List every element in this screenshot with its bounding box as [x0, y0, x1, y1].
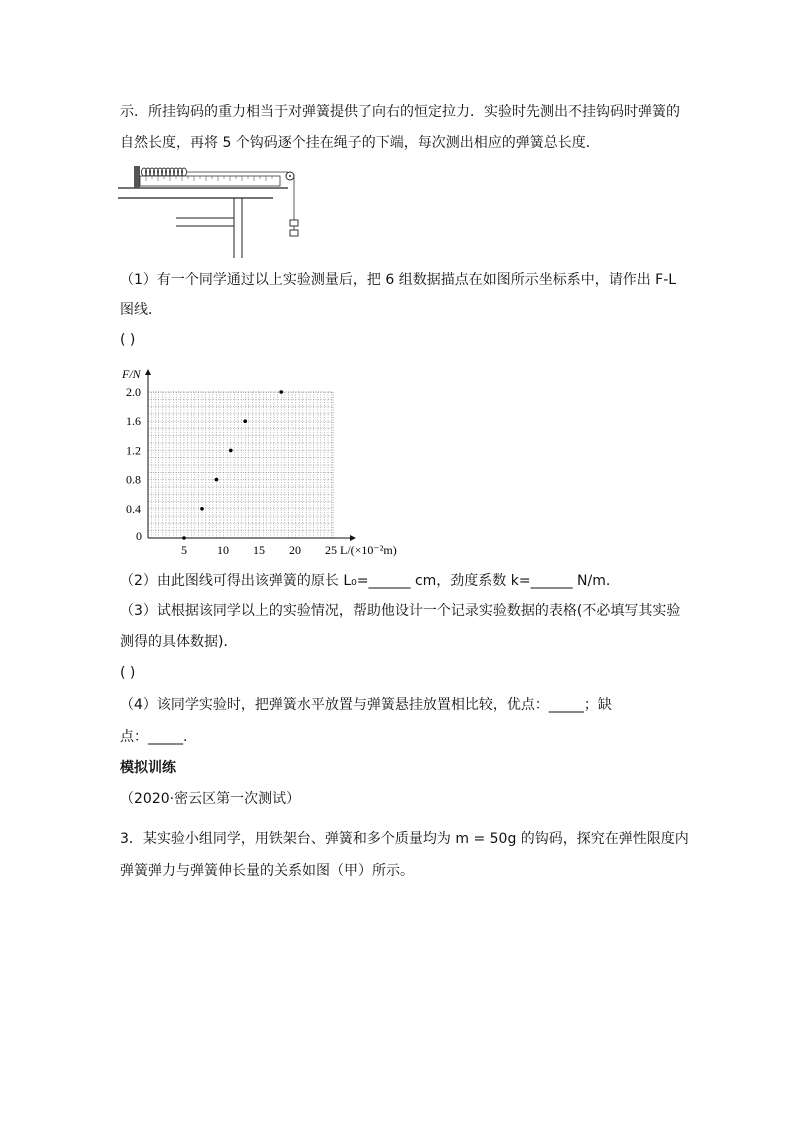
question-2: （2）由此图线可得出该弹簧的原长 L₀=______ cm，劲度系数 k=______ N/m. — [120, 573, 611, 589]
y-tick-label: 1.6 — [126, 414, 141, 429]
question-1-cont: 图线． — [120, 302, 162, 318]
question-4: （4）该同学实验时，把弹簧水平放置与弹簧悬挂放置相比较，优点：_____；缺 — [120, 697, 612, 713]
y-tick-label: 0.4 — [126, 501, 141, 516]
question-1: （1）有一个同学通过以上实验测量后，把 6 组数据描点在如图所示坐标系中，请作出 F-L — [120, 272, 677, 288]
data-point — [279, 390, 283, 394]
y-axis-label: F/N — [122, 367, 141, 381]
question-3: （3）试根据该同学以上的实验情况，帮助他设计一个记录实验数据的表格(不必填写其实验 — [120, 603, 681, 619]
f-l-graph — [110, 360, 400, 560]
problem-3-cont: 弹簧弹力与弹簧伸长量的关系如图（甲）所示。 — [120, 863, 414, 879]
question-3-cont: 测得的具体数据)． — [120, 634, 238, 650]
data-point — [243, 419, 247, 423]
x-tick-label: 10 — [217, 543, 229, 557]
source-label: （2020·密云区第一次测试） — [120, 791, 301, 807]
paragraph-line: 自然长度，再将 5 个钩码逐个挂在绳子的下端，每次测出相应的弹簧总长度． — [120, 135, 600, 151]
problem-3: 3．某实验小组同学，用铁架台、弹簧和多个质量均为 m = 50g 的钩码，探究在弹性限度内 — [120, 831, 689, 847]
x-tick-label: 20 — [289, 543, 301, 557]
x-tick-label: 15 — [253, 543, 265, 557]
answer-blank: ( ) — [120, 332, 136, 348]
data-point — [182, 536, 186, 540]
x-tick-label: 25 — [325, 543, 337, 557]
data-point — [200, 507, 204, 511]
x-axis-label: L/(×10⁻²m) — [340, 543, 397, 557]
x-tick-label: 5 — [181, 543, 187, 557]
section-title: 模拟训练 — [120, 760, 176, 776]
data-point — [215, 478, 219, 482]
y-tick-label: 2.0 — [126, 385, 141, 399]
y-tick-label: 1.2 — [126, 443, 141, 458]
question-4-cont: 点：_____. — [120, 729, 188, 745]
origin-label: 0 — [136, 529, 142, 543]
graph-grid — [148, 392, 333, 538]
spring-apparatus-figure — [118, 160, 308, 260]
answer-blank: ( ) — [120, 665, 136, 681]
paragraph-line: 示．所挂钩码的重力相当于对弹簧提供了向右的恒定拉力．实验时先测出不挂钩码时弹簧的 — [120, 104, 680, 120]
y-tick-label: 0.8 — [126, 472, 141, 487]
data-point — [229, 449, 233, 453]
